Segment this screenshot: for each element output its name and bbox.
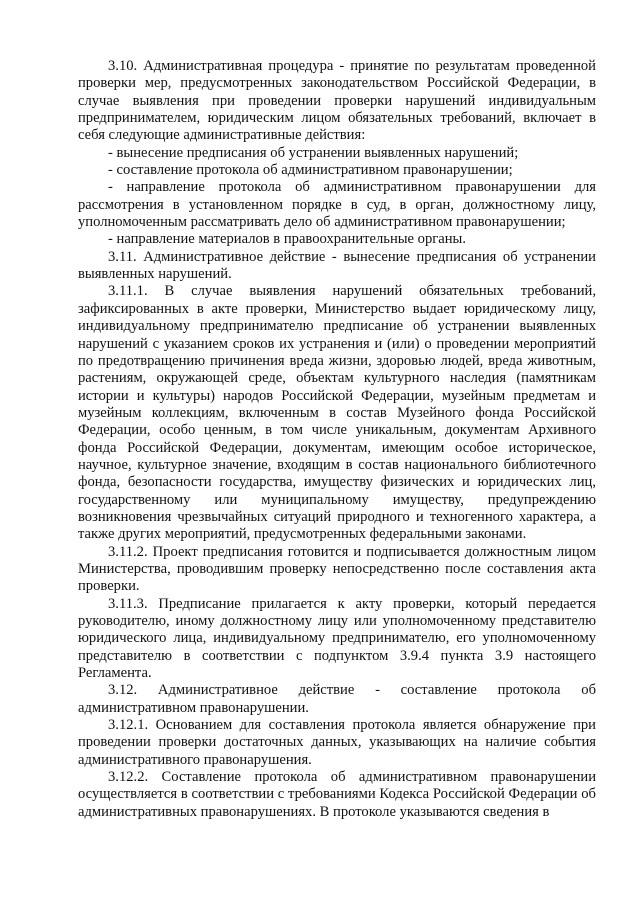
paragraph-3-11-3: 3.11.3. Предписание прилагается к акту проверки, который передается руководителю, иному должностному лицу или уполномоченному представителю юридического лица, индивидуальному предпринимателю, его уполномоченному представителю в соответствии с подпунктом 3.9.4 пункта 3.9 настоящего Регламента. (78, 595, 596, 682)
paragraph-3-11: 3.11. Административное действие - вынесение предписания об устранении выявленных нарушений. (78, 248, 596, 283)
list-item-protocol-referral: - направление протокола об административном правонарушении для рассмотрения в установленном порядке в суд, в орган, должностному лицу, уполномоченным рассматривать дело об административном правонарушении; (78, 179, 596, 231)
paragraph-3-11-1: 3.11.1. В случае выявления нарушений обязательных требований, зафиксированных в акте проверки, Министерство выдает юридическому лицу, индивидуальному предпринимателю предписание об устранении выявленных нарушений с указанием сроков их устранения и (или) о проведении мероприятий по предотвращению причинения вреда жизни, здоровью людей, вреда животным, растениям, окружающей среде, объектам культурного наследия (памятникам истории и культуры) народов Российской Федерации, музейным предметам и музейным коллекциям, включенным в состав Музейного фонда Российской Федерации, особо ценным, в том числе уникальным, документам Архивного фонда Российской Федерации, документам, имеющим особое историческое, научное, культурное значение, входящим в состав национального библиотечного фонда, безопасности государства, имуществу физических и юридических лиц, государственному или муниципальному имуществу, предупреждению возникновения чрезвычайных ситуаций природного и техногенного характера, а также других мероприятий, предусмотренных федеральными законами. (78, 283, 596, 543)
list-item-law-enforcement: - направление материалов в правоохранительные органы. (108, 231, 467, 248)
list-item-prescription: - вынесение предписания об устранении выявленных нарушений; (108, 144, 519, 161)
paragraph-3-10: 3.10. Административная процедура - принятие по результатам проведенной проверки мер, предусмотренных законодательством Российской Федерации, в случае выявления при проведении проверки нарушений индивидуальным предпринимателем, юридическим лицом обязательных требований, включает в себя следующие административные действия: (78, 58, 596, 144)
paragraph-3-12: 3.12. Административное действие - составление протокола об административном правонарушении. (78, 682, 596, 716)
paragraph-3-11-2: 3.11.2. Проект предписания готовится и подписывается должностным лицом Министерства, проводившим проверку непосредственно после составления акта проверки. (78, 543, 596, 595)
list-item-protocol: - составление протокола об административном правонарушении; (108, 162, 513, 179)
paragraph-3-12-1: 3.12.1. Основанием для составления протокола является обнаружение при проведении проверки достаточных данных, указывающих на наличие события административного правонарушения. (78, 717, 596, 768)
paragraph-3-12-2: 3.12.2. Составление протокола об административном правонарушении осуществляется в соответствии с требованиями Кодекса Российской Федерации об административных правонарушениях. В протоколе указываются сведения в (78, 769, 596, 820)
